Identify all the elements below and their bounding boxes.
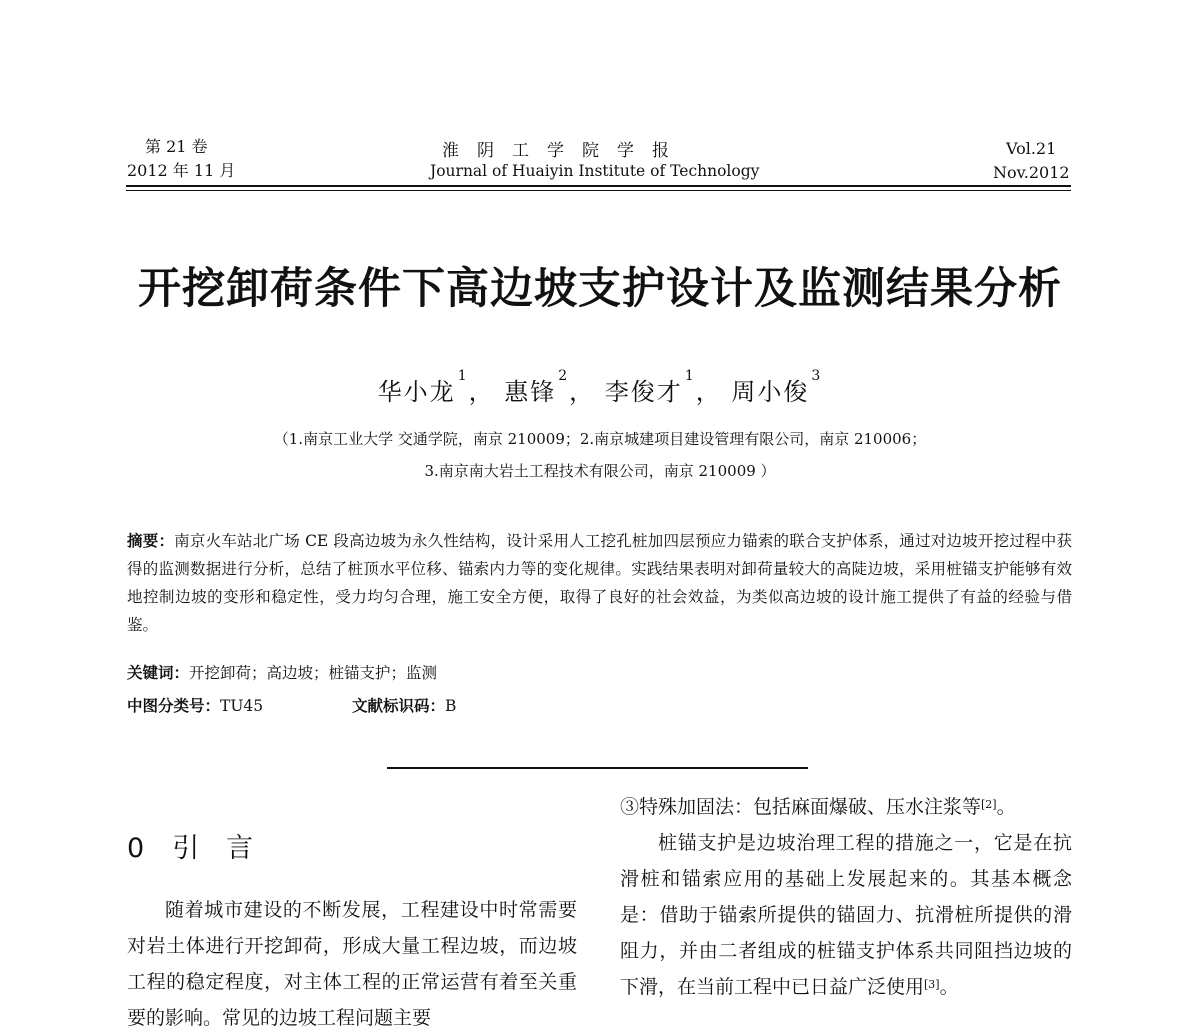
volume-en: Vol.21 [1006, 139, 1057, 158]
author-name: 周小俊 [731, 378, 810, 406]
section-title: 引 言 [172, 833, 254, 864]
date-en: Nov.2012 [993, 163, 1070, 182]
keywords-label: 关键词： [127, 664, 190, 682]
affiliation-line-1: （1.南京工业大学 交通学院，南京 210009；2.南京城建项目建设管理有限公司，南京 210006； [273, 430, 927, 448]
author-affil-mark: 2 [558, 368, 570, 384]
author-name: 李俊才 [604, 378, 683, 406]
affiliation-line-2: 3.南京南大岩土工程技术有限公司，南京 210009 ） [424, 462, 776, 480]
journal-title-cn: 淮阴工学院学报 [442, 141, 687, 161]
section-heading [127, 826, 281, 865]
intro-paragraph-left: 随着城市建设的不断发展，工程建设中时常需要对岩土体进行开挖卸荷，形成大量工程边坡，而边坡工程的稳定程度，对主体工程的正常运营有着至关重要的影响。常见的边坡工程问题主要 [127, 899, 577, 1029]
header-rule-top [126, 185, 1071, 187]
clc-value: TU45 [220, 697, 264, 715]
keywords-text: 开挖卸荷；高边坡；桩锚支护；监测 [189, 664, 438, 682]
right-line-text: ③特殊加固法：包括麻面爆破、压水注浆等 [620, 796, 982, 818]
abstract-text: 南京火车站北广场 CE 段高边坡为永久性结构，设计采用人工挖孔桩加四层预应力锚索的联合支护体系，通过对边坡开挖过程中获得的监测数据进行分析，总结了桩顶水平位移、锚索内力等的变化规律。实践结果表明对卸荷量较大的高陡边坡，采用桩锚支护能够有效地控制边坡的变形和稳定性，受力均匀合理，施工安全方便，取得了良好的社会效益，为类似高边坡的设计施工提供了有益的经验与借鉴。 [127, 532, 1072, 634]
author-name: 华小龙 [377, 378, 456, 406]
author-affil-mark: 1 [457, 368, 469, 384]
pile-anchor-paragraph [620, 825, 1072, 1005]
author-name: 惠锋 [504, 378, 557, 406]
doc-code-label: 文献标识码： [352, 697, 446, 715]
author-list: 华小龙$^1$， 惠锋$^2$， 李俊才$^1$， 周小俊$^3$ [377, 368, 823, 406]
right-column [620, 789, 1072, 1005]
volume-cn: 第 21 卷 [145, 137, 208, 156]
document-code [352, 694, 456, 716]
pile-anchor-text: 桩锚支护是边坡治理工程的措施之一，它是在抗滑桩和锚索应用的基础上发展起来的。其基本概念是：借助于锚索所提供的锚固力、抗滑桩所提供的滑阻力，并由二者组成的桩锚支护体系共同阻挡边坡的下滑，在当前工程中已日益广泛使用 [620, 832, 1072, 998]
author-affil-mark: 1 [684, 368, 696, 384]
keywords [127, 661, 437, 683]
author-affil-mark: 3 [811, 368, 823, 384]
header-rule-bottom [126, 190, 1071, 191]
journal-title-en: Journal of Huaiyin Institute of Technology [430, 162, 760, 180]
citation-2: [2] [981, 798, 997, 811]
classification [127, 694, 263, 716]
section-divider [387, 767, 808, 769]
special-reinforcement-line [620, 789, 1072, 825]
doc-code-value: B [445, 697, 457, 715]
paper-title: 开挖卸荷条件下高边坡支护设计及监测结果分析 [138, 264, 1062, 314]
section-number: 0 [127, 833, 145, 864]
pile-anchor-end: 。 [939, 976, 959, 998]
clc-label: 中图分类号： [127, 697, 221, 715]
citation-3: [3] [924, 978, 940, 991]
right-line-end: 。 [996, 796, 1016, 818]
date-cn: 2012 年 11 月 [127, 161, 236, 180]
abstract-label: 摘要： [127, 532, 175, 550]
abstract [127, 527, 1072, 639]
